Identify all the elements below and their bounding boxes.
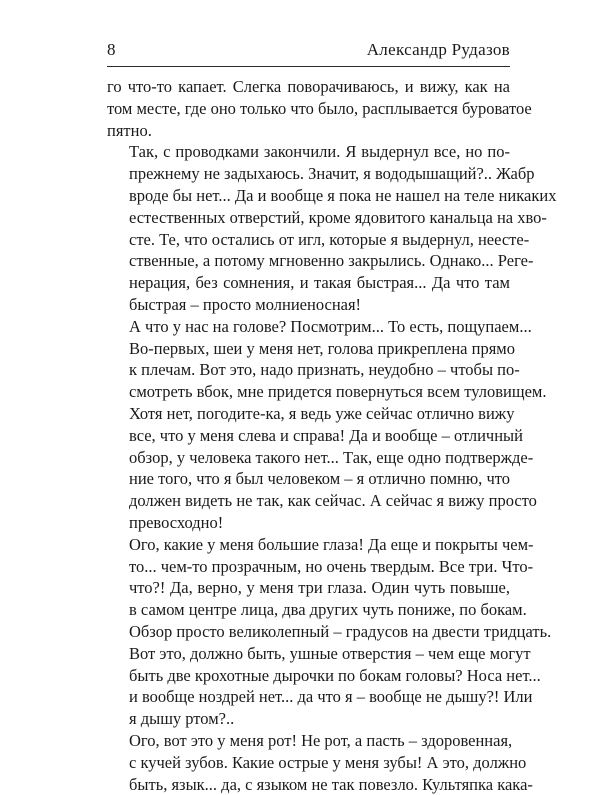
text-line: в самом центре лица, два других чуть пониже, по бокам. [107, 599, 510, 621]
text-line: нерация, без сомнения, и такая быстрая... Да что там [107, 272, 510, 294]
text-line: все, что у меня слева и справа! Да и вообще – отличный [107, 425, 510, 447]
running-title: Александр Рудазов [367, 40, 510, 60]
text-line: что?! Да, верно, у меня три глаза. Один чуть повыше, [107, 577, 510, 599]
text-line: естественных отверстий, кроме ядовитого канальца на хво- [107, 207, 510, 229]
page-number: 8 [107, 40, 116, 60]
text-line: Ого, какие у меня большие глаза! Да еще и покрыты чем- [107, 534, 510, 556]
text-line: быть две крохотные дырочки по бокам головы? Носа нет... [107, 665, 510, 687]
page-header [107, 40, 510, 60]
text-line: к плечам. Вот это, надо признать, неудобно – чтобы по- [107, 359, 510, 381]
text-line: Обзор просто великолепный – градусов на двести тридцать. [107, 621, 510, 643]
text-line: обзор, у человека такого нет... Так, еще одно подтвержде- [107, 447, 510, 469]
paragraph [107, 643, 510, 730]
text-line: быстрая – просто молниеносная! [107, 294, 510, 316]
text-line: Вот это, должно быть, ушные отверстия – чем еще могут [107, 643, 510, 665]
paragraph [107, 76, 510, 141]
text-line: прежнему не задыхаюсь. Значит, я вододышащий?.. Жабр [107, 163, 510, 185]
text-line: Хотя нет, погодите-ка, я ведь уже сейчас отлично вижу [107, 403, 510, 425]
text-line: го что-то капает. Слегка поворачиваюсь, и вижу, как на [107, 76, 510, 98]
text-line: Ого, вот это у меня рот! Не рот, а пасть – здоровенная, [107, 730, 510, 752]
paragraph [107, 534, 510, 643]
text-line: Так, с проводками закончили. Я выдернул все, но по- [107, 141, 510, 163]
paragraph [107, 141, 510, 315]
text-line: быть, язык... да, с языком не так повезло. Культяпка кака- [107, 774, 510, 795]
text-line: превосходно! [107, 512, 510, 534]
text-line: я дышу ртом?.. [107, 708, 510, 730]
text-line: сте. Те, что остались от игл, которые я выдернул, неесте- [107, 229, 510, 251]
text-line: ние того, что я был человеком – я отлично помню, что [107, 468, 510, 490]
paragraph [107, 316, 510, 403]
text-line: А что у нас на голове? Посмотрим... То есть, пощупаем... [107, 316, 510, 338]
text-line: смотреть вбок, мне придется повернуться всем туловищем. [107, 381, 510, 403]
paragraph [107, 730, 510, 795]
text-line: то... чем-то прозрачным, но очень твердым. Все три. Что- [107, 556, 510, 578]
page-body-text [107, 76, 510, 795]
text-line: Во-первых, шеи у меня нет, голова прикреплена прямо [107, 338, 510, 360]
text-line: ственные, а потому мгновенно закрылись. Однако... Реге- [107, 250, 510, 272]
text-line: с кучей зубов. Какие острые у меня зубы! А это, должно [107, 752, 510, 774]
text-line: пятно. [107, 120, 510, 142]
header-rule [107, 66, 510, 67]
paragraph [107, 403, 510, 534]
text-line: том месте, где оно только что было, расплывается буроватое [107, 98, 510, 120]
text-line: и вообще ноздрей нет... да что я – вообще не дышу?! Или [107, 686, 510, 708]
text-line: должен видеть не так, как сейчас. А сейчас я вижу просто [107, 490, 510, 512]
text-line: вроде бы нет... Да и вообще я пока не нашел на теле никаких [107, 185, 510, 207]
